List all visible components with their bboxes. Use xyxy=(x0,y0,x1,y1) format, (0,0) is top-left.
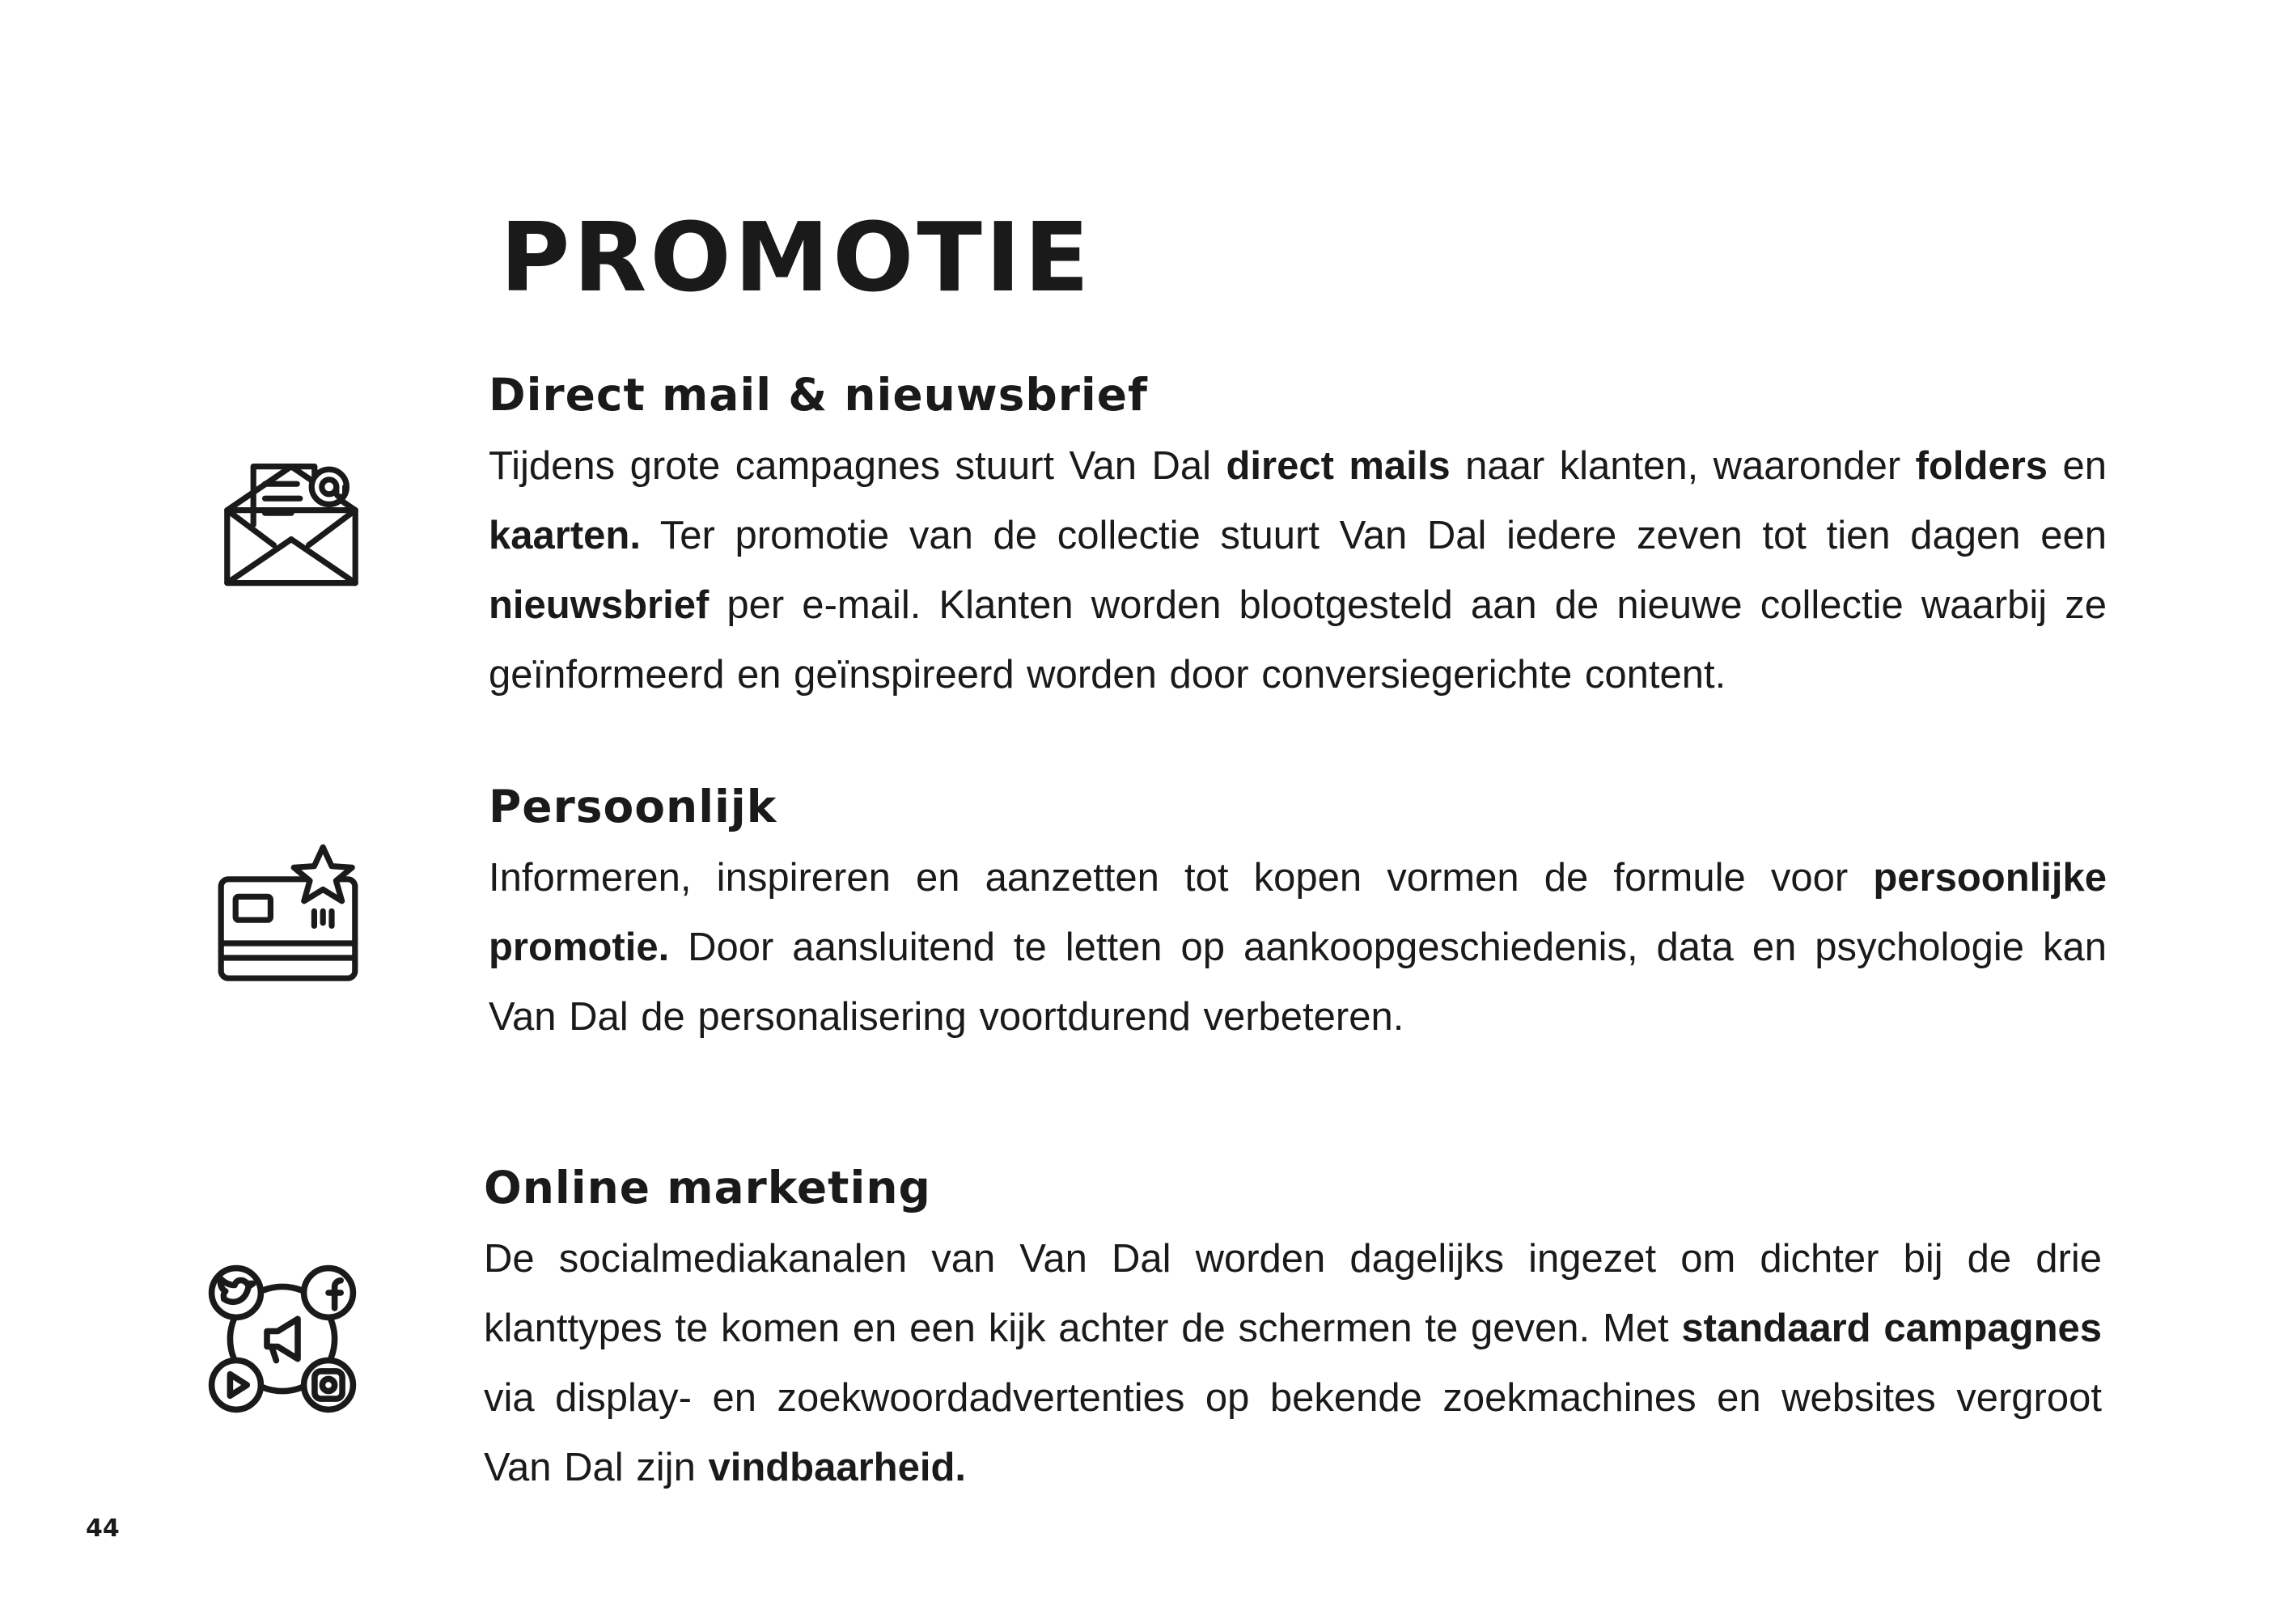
section-body xyxy=(489,431,2107,709)
text-segment: per e-mail. Klanten worden blootgesteld aan de nieuwe collectie waarbij ze geïnformeerd en geïnspireerd worden door conversiegerichte content. xyxy=(489,583,2107,697)
loyalty-card-star-icon xyxy=(215,841,361,987)
text-segment: naar klanten, waaronder xyxy=(1450,444,1916,488)
section-direct-mail xyxy=(489,358,2107,709)
social-media-network-icon xyxy=(205,1262,359,1416)
bold-segment: nieuwsbrief xyxy=(489,583,710,627)
text-segment: Door aansluitend te letten op aankoopgeschiedenis, data en psychologie kan Van Dal de personalisering voortdurend verbeteren. xyxy=(489,925,2107,1039)
page-title: PROMOTIE xyxy=(500,201,1093,313)
section-persoonlijk xyxy=(489,770,2107,1052)
section-body xyxy=(484,1224,2102,1502)
bold-segment: direct mails xyxy=(1226,444,1451,488)
section-heading: Online marketing xyxy=(484,1162,931,1214)
envelope-newsletter-icon xyxy=(218,449,364,595)
text-segment: De socialmediakanalen van Van Dal worden dagelijks ingezet om dichter bij de drie klanttypes te komen en een kijk achter de schermen te geven. Met xyxy=(484,1237,2102,1350)
text-segment: Ter promotie van de collectie stuurt Van Dal iedere zeven tot tien dagen een xyxy=(640,514,2107,557)
section-online-marketing xyxy=(484,1151,2102,1502)
bold-segment: persoonlijke promotie. xyxy=(489,856,2107,969)
bold-segment: kaarten. xyxy=(489,514,641,557)
text-segment: via display- en zoekwoordadvertenties op bekende zoekmachines en websites vergroot Van Dal zijn xyxy=(484,1376,2102,1489)
section-heading: Direct mail & nieuwsbrief xyxy=(489,369,1148,421)
section-heading: Persoonlijk xyxy=(489,781,777,832)
section-body xyxy=(489,843,2107,1052)
page-number: 44 xyxy=(86,1514,120,1543)
text-segment: Informeren, inspireren en aanzetten tot kopen vormen de formule voor xyxy=(489,856,1874,900)
bold-segment: vindbaarheid. xyxy=(708,1446,967,1489)
text-segment: en xyxy=(2048,444,2107,488)
text-segment: Tijdens grote campagnes stuurt Van Dal xyxy=(489,444,1226,488)
bold-segment: standaard campagnes xyxy=(1681,1307,2103,1350)
bold-segment: folders xyxy=(1915,444,2048,488)
